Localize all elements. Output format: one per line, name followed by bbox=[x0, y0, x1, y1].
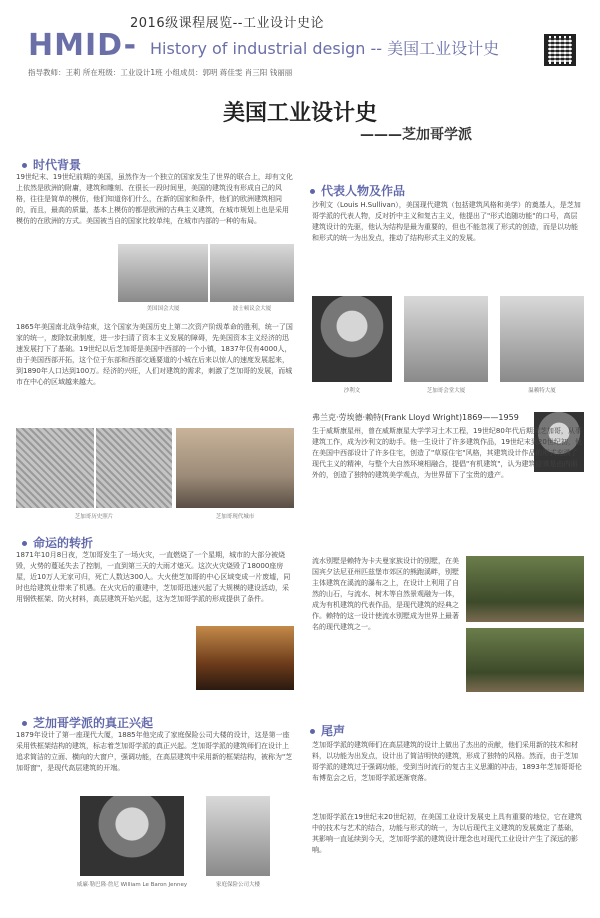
bullet-icon bbox=[22, 163, 27, 168]
section-heading-turning: 命运的转折 bbox=[22, 534, 93, 551]
section-heading-representatives: 代表人物及作品 bbox=[310, 182, 405, 199]
auditorium-building-image bbox=[404, 296, 488, 382]
caption: 沙利文 bbox=[343, 388, 361, 394]
wainwright-building-image bbox=[500, 296, 584, 382]
background-paragraph-2: 1865年美国南北战争结束，这个国家为美国历史上第二次资产阶级革命的胜利，统一了国家的统一，废除奴隶制度，进一步扫清了资本主义发展的障碍，先美国资本主义经济的迅速发展打下了基础。19世纪以后芝加哥是美国中西部的一个小镇，1837年仅有4000人，由于美国西部开拓，这个位于东部和西部交通要道的小城在后来以惊人的速度发展起来，到1890年人口达到100万。经济的兴旺，人们对建筑的需求，刺激了芝加哥的发展，而城市在中心的区域越来越大。 bbox=[16, 323, 293, 386]
capitol-building-image bbox=[118, 244, 208, 302]
wright-paragraph: 生于威斯康星州，曾在威斯康星大学学习土木工程，19世纪80年代后期到芝加哥，从事建筑工作，成为沙利文的助手。他一生设计了许多建筑作品，19世纪末到20世纪初，他在美国中西部设计了许多住宅，创造了"草原住宅"风格，其建筑设计作品的形式充满了现代主义的精神，与整个大自然环境相融合，提倡"有机建筑"，认为建筑应该是由内而外的，创造了独特的建筑美学观点，为世界留下了宝贵的遗产。 bbox=[312, 427, 582, 479]
logo: HMID- bbox=[28, 28, 138, 63]
caption: 温赖特大厦 bbox=[528, 388, 556, 394]
qr-code-pattern bbox=[548, 38, 572, 62]
state-house-image bbox=[210, 244, 294, 302]
caption: 芝加哥现代城市 bbox=[215, 514, 255, 520]
course-title: 2016级课程展览--工业设计史论 bbox=[130, 16, 324, 31]
bullet-icon bbox=[22, 541, 27, 546]
fallingwater-image-2 bbox=[466, 628, 584, 692]
background-paragraph-1: 19世纪末、19世纪前期的美国，虽然作为一个独立的国家发生了世界的联合上，却有文化上依然是欧洲的附庸，建筑和雕刻、在很长一段时间里，美国的建筑没有形成自己的风格，往往是简单的模仿，他们知道你们什么，在新的国家和条件，他们的欧洲建筑相同的，而且，最高的质量，基本上模仿的都是欧洲的古典主义建筑，在城市规划上也是采用模仿的在欧洲的方式。美国被当自的国家比较单纯，在城市内部的一种的布局。 bbox=[16, 173, 293, 225]
sullivan-portrait bbox=[312, 296, 392, 382]
section-heading-epilogue: 尾声 bbox=[310, 722, 345, 739]
caption: 波士顿议会大厦 bbox=[232, 306, 272, 312]
jenney-portrait bbox=[80, 796, 184, 876]
bullet-icon bbox=[310, 189, 315, 194]
main-subtitle: ———芝加哥学派 bbox=[360, 127, 472, 143]
section-heading-background: 时代背景 bbox=[22, 156, 81, 173]
caption: 芝加哥历史照片 bbox=[74, 514, 114, 520]
wright-name: 弗兰克·劳埃德·赖特(Frank Lloyd Wright)1869——1959 bbox=[312, 413, 519, 422]
home-insurance-building-image bbox=[206, 796, 270, 876]
team-meta: 指导教师：王莉 所在班级：工业设计1班 小组成员：郭明 蒋佳雯 肖三阳 钱丽丽 bbox=[28, 68, 293, 77]
caption: 家庭保险公司大楼 bbox=[215, 882, 260, 888]
bullet-icon bbox=[22, 721, 27, 726]
fallingwater-paragraph: 流水别墅是赖特为卡夫曼家族设计的别墅，在美国宾夕法尼亚州匹兹堡市郊区的熊跑溪畔，别墅主体建筑在溪流的瀑布之上，在设计上利用了自然的山石，与流水、树木等自然景观融为一体，成为有机建筑的代表作品，是现代建筑的经典之作。赖特的这一设计使流水别墅成为世界上最著名的现代建筑之一。 bbox=[312, 557, 459, 631]
chicago-photo-2 bbox=[96, 428, 172, 508]
poster-subtitle: History of industrial design -- 美国工业设计史 bbox=[150, 39, 500, 58]
caption: 威廉·勒巴隆·詹尼 William Le Baron Jenney bbox=[76, 882, 188, 888]
caption: 美国国会大厦 bbox=[146, 306, 180, 312]
bullet-icon bbox=[310, 729, 315, 734]
main-title: 美国工业设计史 bbox=[222, 101, 377, 126]
chicago-fire-image bbox=[196, 626, 294, 690]
turning-paragraph: 1871年10月8日夜，芝加哥发生了一场火灾，一直燃烧了一个星期，城市的大部分被烧毁，火势的蔓延失去了控制，一直到第三天的大雨才熄灭。这次火灾烧毁了18000座房屋，近10万人无家可归，死亡人数达300人。大火使芝加哥的中心区域变成一片废墟，同时也给建筑业带来了机遇。在火灾后的重建中，芝加哥迅速兴起了大规模的建设活动，采用钢铁框架、防火材料，高层建筑开始兴起，这为芝加哥学派的形成提供了条件。 bbox=[16, 551, 291, 603]
school-paragraph: 1879年设计了第一座现代大厦，1885年他完成了家庭保险公司大楼的设计，这是第一座采用铁框架结构的建筑，标志着芝加哥学派的真正兴起。芝加哥学派的建筑师们在设计上追求简洁的立面、横向的大窗户，强调功能，在高层建筑中采用新的框架结构，被称为"芝加哥窗"，是现代高层建筑的开端。 bbox=[16, 731, 293, 772]
sullivan-paragraph: 沙利文（Louis H.Sullivan），美国现代建筑（包括建筑风格和美学）的奠基人，是芝加哥学派的代表人物，反对折中主义和复古主义，他提出了"形式追随功能"的口号，高层建筑设计的先驱，他认为结构是最为重要的，但也不能忽视了形式的创造，而是以功能和形式的统一为出发点，推动了结构形式主义的发展。 bbox=[312, 201, 581, 242]
epilogue-paragraph-1: 芝加哥学派的建筑师们在高层建筑的设计上做出了杰出的贡献，他们采用新的技术和材料，以功能为出发点，设计出了简洁明快的建筑，形成了独特的风格。然而，由于芝加哥学派的建筑过于强调功能，受到当时流行的复古主义思潮的冲击，1893年芝加哥哥伦布博览会之后，芝加哥学派逐渐衰落。 bbox=[312, 741, 582, 782]
chicago-modern-image bbox=[176, 428, 294, 508]
caption: 芝加哥会堂大厦 bbox=[426, 388, 466, 394]
epilogue-paragraph-2: 芝加哥学派在19世纪末20世纪初，在美国工业设计发展史上具有重要的地位，它在建筑中的技术与艺术的结合，功能与形式的统一，为以后现代主义建筑的发展奠定了基础，其影响一直延续到今天，芝加哥学派的建筑设计理念也对现代工业设计产生了深远的影响。 bbox=[312, 813, 582, 854]
chicago-photo-1 bbox=[16, 428, 94, 508]
section-heading-school: 芝加哥学派的真正兴起 bbox=[22, 714, 153, 731]
fallingwater-image-1 bbox=[466, 556, 584, 622]
